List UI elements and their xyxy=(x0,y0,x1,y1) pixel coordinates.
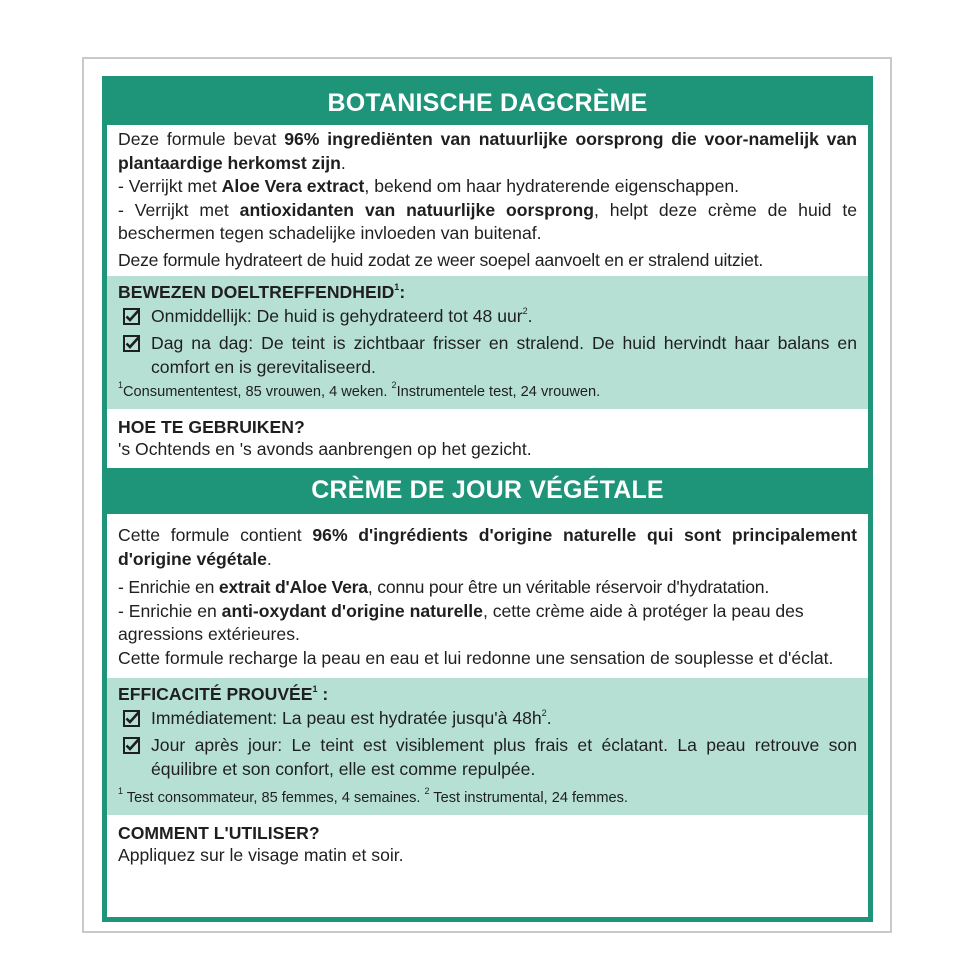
nl-antiox-bold: antioxidanten van natuurlijke oorsprong xyxy=(239,199,594,220)
fr-use-heading: COMMENT L'UTILISER? xyxy=(118,823,320,843)
nl-check-2-text: Dag na dag: De teint is zichtbaar frisser en stralend. De huid hervindt haar balans en comfort en is gerevitaliseerd. xyxy=(151,333,857,377)
nl-use-text: 's Ochtends en 's avonds aanbrengen op het gezicht. xyxy=(118,439,532,459)
nl-check-item-1 xyxy=(118,305,857,329)
checkbox-checked-icon xyxy=(123,710,141,726)
fr-check-1-sup: 2 xyxy=(541,707,547,718)
fr-foot-b: Test instrumental, 24 femmes. xyxy=(429,790,628,806)
fr-antiox-prefix: - Enrichie en xyxy=(118,600,222,621)
nl-intro-bold: 96% ingrediënten van natuurlijke oorsprong die voor-namelijk van plantaardige herkomst zijn xyxy=(118,129,857,173)
fr-foot-a: Test consommateur, 85 femmes, 4 semaines. xyxy=(123,790,425,806)
fr-check-1-text xyxy=(151,707,552,731)
fr-antiox-rest: , cette crème aide à protéger la peau des agressions extérieures. xyxy=(118,600,804,644)
nl-intro-text: Deze formule bevat xyxy=(118,129,285,149)
fr-check-1-body: Immédiatement: La peau est hydratée jusqu'à 48h xyxy=(151,707,542,728)
fr-aloe-line xyxy=(118,576,857,600)
fr-proof-heading-tail: : xyxy=(317,684,329,704)
fr-recharge-line: Cette formule recharge la peau en eau et lui redonne une sensation de souplesse et d'éclat. xyxy=(118,647,834,668)
fr-antioxidant-line xyxy=(118,600,857,647)
fr-check-1-tail: . xyxy=(546,707,552,728)
nl-check-1-sup: 2 xyxy=(522,305,528,316)
fr-antiox-bold: anti-oxydant d'origine naturelle xyxy=(221,600,483,621)
nl-aloe-bold: Aloe Vera extract xyxy=(221,176,365,196)
nl-use-heading: HOE TE GEBRUIKEN? xyxy=(118,417,305,437)
nl-check-item-2 xyxy=(118,332,857,379)
fr-foot-sup-2: 2 xyxy=(424,786,430,796)
nl-foot-b: Instrumentele test, 24 vrouwen. xyxy=(396,384,601,400)
nl-foot-a: Consumententest, 85 vrouwen, 4 weken. xyxy=(123,384,392,400)
nl-foot-sup-1: 1 xyxy=(118,380,124,390)
nl-intro-end: . xyxy=(340,152,346,173)
nl-footnote xyxy=(118,379,857,403)
nl-aloe-rest: , bekend om haar hydraterende eigenschappen. xyxy=(364,176,740,196)
fr-how-to-use xyxy=(107,815,868,874)
nl-proof-heading xyxy=(118,281,857,305)
fr-aloe-bold: extrait d'Aloe Vera xyxy=(218,577,368,597)
nl-check-1-tail: . xyxy=(527,305,533,326)
fr-title: CRÈME DE JOUR VÉGÉTALE xyxy=(107,468,868,514)
nl-antiox-rest: , helpt deze crème de huid te beschermen tegen schadelijke invloeden van buitenaf. xyxy=(118,199,857,243)
nl-how-to-use xyxy=(107,409,868,468)
checkbox-checked-icon xyxy=(123,335,141,351)
fr-intro xyxy=(118,524,857,571)
fr-intro-text: Cette formule contient xyxy=(118,525,313,545)
fr-proof-heading-sup: 1 xyxy=(312,684,318,694)
fr-proven-efficacy xyxy=(107,678,868,815)
nl-proof-heading-text: BEWEZEN DOELTREFFENDHEID xyxy=(118,282,395,302)
checkbox-checked-icon xyxy=(123,308,141,324)
nl-description xyxy=(107,125,868,276)
nl-proof-heading-sup: 1 xyxy=(394,282,400,292)
fr-check-2-text: Jour après jour: Le teint est visiblement plus frais et éclatant. La peau retrouve son équilibre et son confort, elle est comme repulpée. xyxy=(151,735,857,779)
nl-aloe-prefix: - Verrijkt met xyxy=(118,176,222,196)
fr-intro-end: . xyxy=(266,548,272,569)
fr-proof-heading xyxy=(118,683,857,707)
nl-hydrate-line: Deze formule hydrateert de huid zodat ze weer soepel aanvoelt en er stralend uitziet. xyxy=(118,249,764,270)
fr-footnote xyxy=(118,781,857,809)
fr-proof-heading-text: EFFICACITÉ PROUVÉE xyxy=(118,684,313,704)
nl-check-1-text xyxy=(151,305,533,329)
checkbox-checked-icon xyxy=(123,737,141,753)
nl-proven-efficacy xyxy=(107,276,868,409)
nl-aloe-line xyxy=(118,175,857,199)
nl-foot-sup-2: 2 xyxy=(391,380,397,390)
nl-intro xyxy=(118,128,857,175)
product-label xyxy=(102,76,873,922)
nl-antiox-prefix: - Verrijkt met xyxy=(118,199,240,220)
fr-foot-sup-1: 1 xyxy=(118,786,124,796)
fr-aloe-prefix: - Enrichie en xyxy=(118,577,219,597)
fr-intro-bold: 96% d'ingrédients d'origine naturelle qui sont principalement d'origine végétale xyxy=(118,525,857,569)
fr-aloe-rest: , connu pour être un véritable réservoir d'hydratation. xyxy=(367,577,770,597)
nl-title: BOTANISCHE DAGCRÈME xyxy=(107,81,868,125)
fr-check-item-2 xyxy=(118,734,857,781)
nl-antioxidant-line xyxy=(118,199,857,246)
fr-use-text: Appliquez sur le visage matin et soir. xyxy=(118,845,404,865)
fr-check-item-1 xyxy=(118,707,857,731)
nl-proof-heading-tail: : xyxy=(399,282,406,302)
nl-check-1-body: Onmiddellijk: De huid is gehydrateerd tot 48 uur xyxy=(151,305,523,326)
fr-description xyxy=(107,514,868,678)
